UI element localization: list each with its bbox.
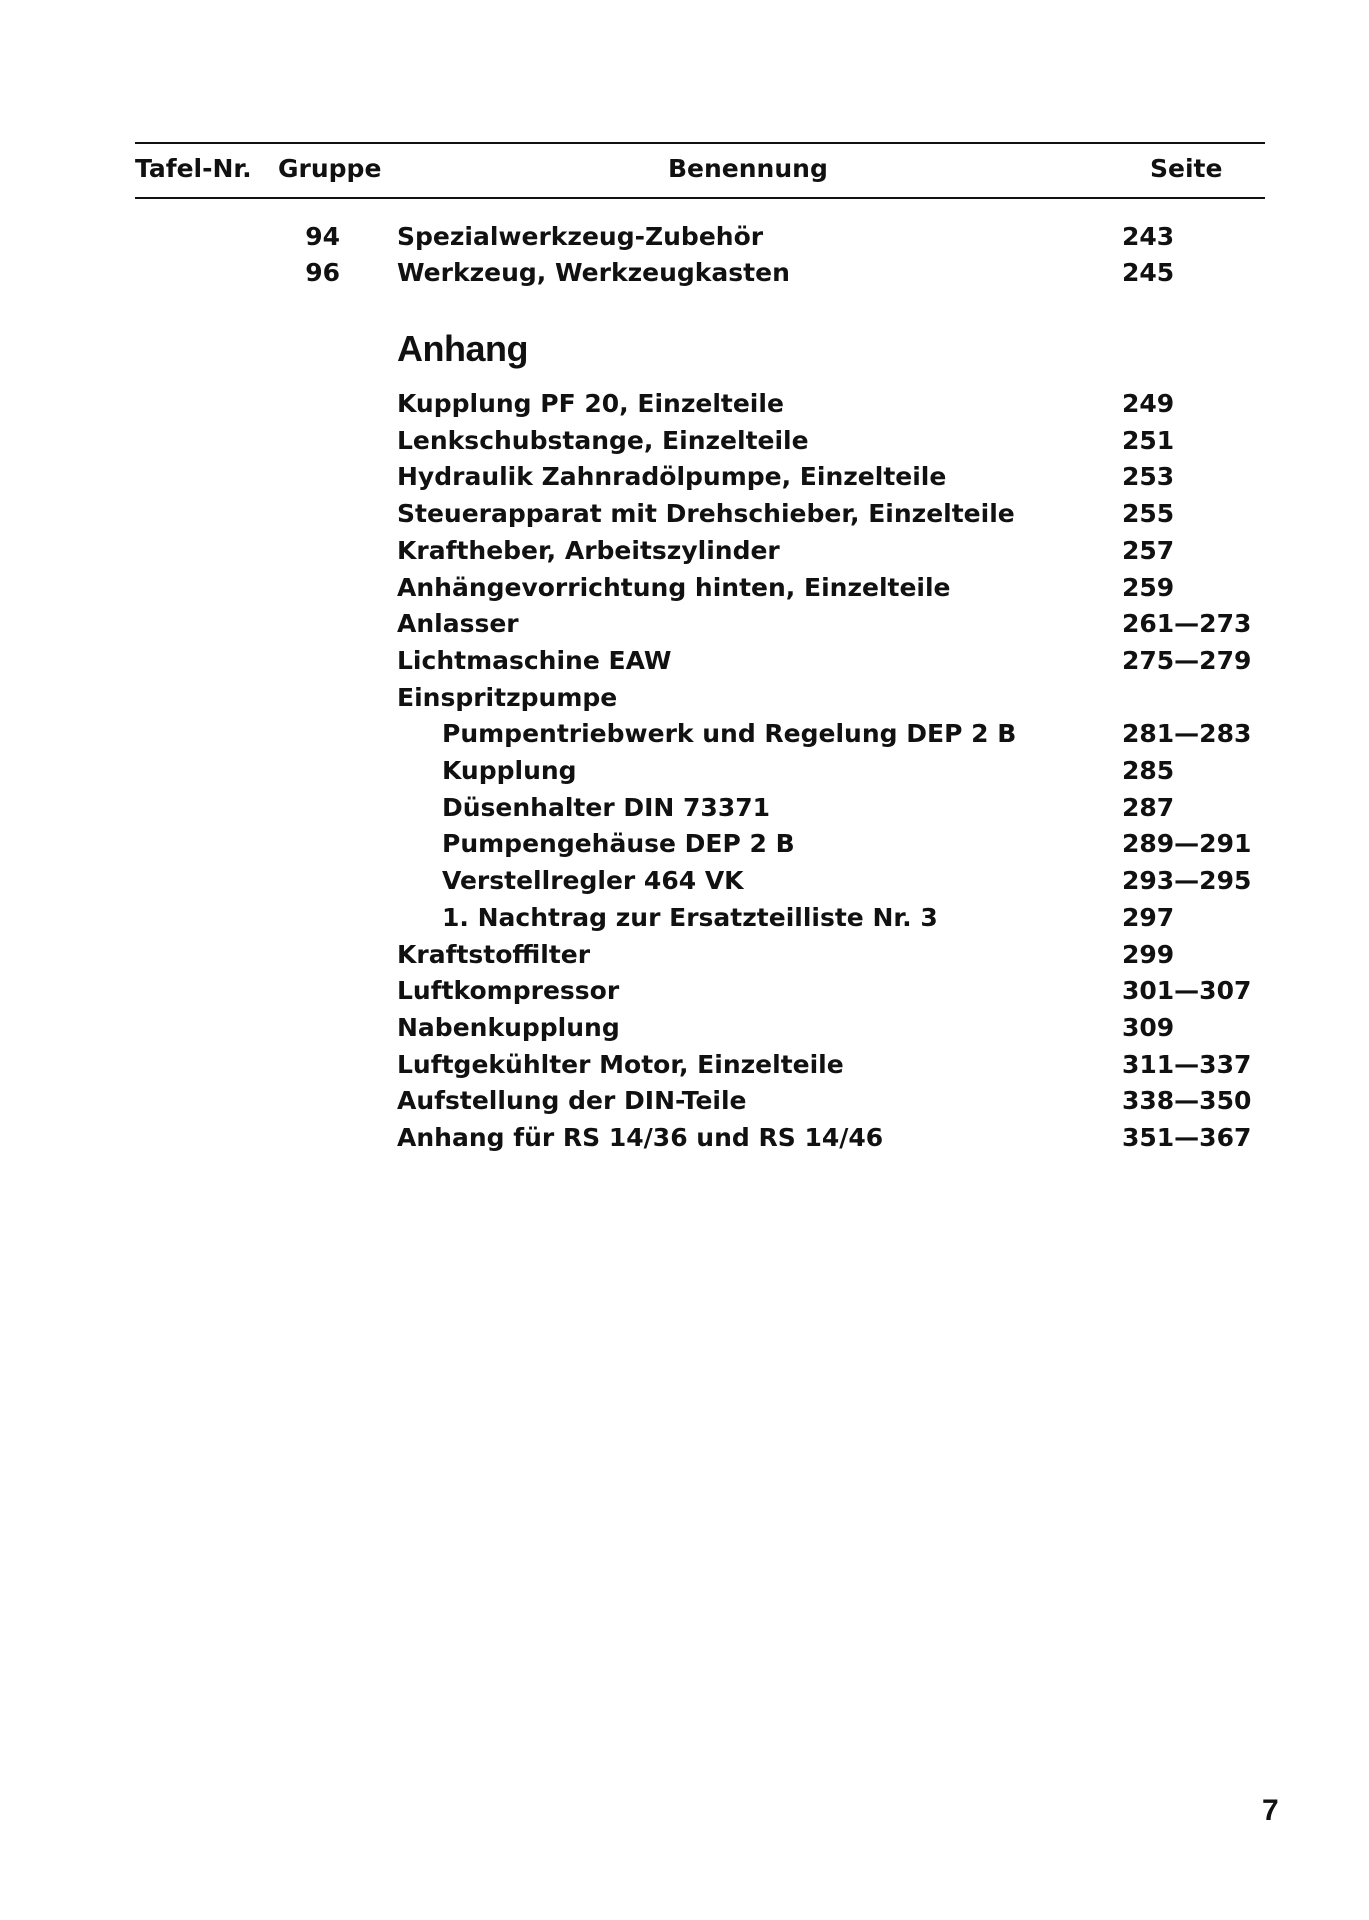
benennung-cell: Kupplung PF 20, Einzelteile — [397, 389, 784, 418]
benennung-cell: 1. Nachtrag zur Ersatzteilliste Nr. 3 — [442, 902, 938, 932]
benennung-cell: Steuerapparat mit Drehschieber, Einzelteile — [397, 499, 1015, 529]
header-bottom-rule — [135, 197, 1265, 199]
benennung-cell: Kraftstoffilter — [397, 939, 591, 969]
benennung-cell: Kraftheber, Arbeitszylinder — [397, 535, 780, 565]
benennung-cell: Lenkschubstange, Einzelteile — [397, 425, 809, 455]
seite-cell: 293—295 — [1122, 866, 1252, 896]
table-row — [0, 756, 1369, 792]
table-row — [0, 1013, 1369, 1049]
seite-cell: 275—279 — [1122, 645, 1252, 675]
table-row — [0, 426, 1369, 462]
table-row — [0, 389, 1369, 425]
benennung-cell: Einspritzpumpe — [397, 682, 618, 712]
table-row — [0, 1050, 1369, 1086]
column-header-seite: Seite — [1150, 154, 1223, 183]
seite-cell: 261—273 — [1122, 609, 1252, 639]
table-row — [0, 536, 1369, 572]
benennung-cell: Luftkompressor — [397, 976, 620, 1006]
section-heading-anhang: Anhang — [397, 328, 528, 369]
benennung-cell: Düsenhalter DIN 73371 — [442, 792, 771, 822]
seite-cell: 245 — [1122, 258, 1175, 287]
seite-cell: 289—291 — [1122, 829, 1252, 859]
seite-cell: 351—367 — [1122, 1123, 1252, 1152]
table-row — [0, 1123, 1369, 1159]
seite-cell: 253 — [1122, 462, 1175, 492]
benennung-cell: Kupplung — [442, 756, 577, 785]
benennung-cell: Nabenkupplung — [397, 1012, 620, 1042]
benennung-cell: Lichtmaschine EAW — [397, 645, 672, 675]
seite-cell: 338—350 — [1122, 1086, 1252, 1116]
benennung-cell: Werkzeug, Werkzeugkasten — [397, 258, 790, 287]
table-row — [0, 976, 1369, 1012]
column-header-gruppe: Gruppe — [278, 154, 382, 183]
benennung-cell: Spezialwerkzeug-Zubehör — [397, 222, 764, 251]
table-row — [0, 222, 1369, 258]
seite-cell: 255 — [1122, 499, 1175, 529]
seite-cell: 299 — [1122, 939, 1175, 969]
seite-cell: 287 — [1122, 792, 1175, 822]
gruppe-cell: 96 — [305, 258, 340, 287]
seite-cell: 257 — [1122, 535, 1175, 565]
seite-cell: 259 — [1122, 572, 1175, 602]
table-row — [0, 646, 1369, 682]
table-row — [0, 683, 1369, 719]
table-row — [0, 940, 1369, 976]
benennung-cell: Verstellregler 464 VK — [442, 866, 744, 896]
header-top-rule — [135, 142, 1265, 144]
table-row — [0, 793, 1369, 829]
seite-cell: 251 — [1122, 425, 1175, 455]
seite-cell: 311—337 — [1122, 1049, 1252, 1079]
seite-cell: 243 — [1122, 222, 1175, 251]
table-row — [0, 1086, 1369, 1122]
table-row — [0, 499, 1369, 535]
benennung-cell: Pumpentriebwerk und Regelung DEP 2 B — [442, 719, 1017, 749]
table-row — [0, 609, 1369, 645]
benennung-cell: Luftgekühlter Motor, Einzelteile — [397, 1049, 844, 1079]
table-row — [0, 258, 1369, 294]
table-row — [0, 903, 1369, 939]
benennung-cell: Hydraulik Zahnradölpumpe, Einzelteile — [397, 462, 947, 492]
benennung-cell: Aufstellung der DIN-Teile — [397, 1086, 747, 1116]
table-row — [0, 829, 1369, 865]
seite-cell: 297 — [1122, 902, 1175, 932]
seite-cell: 309 — [1122, 1012, 1175, 1042]
seite-cell: 249 — [1122, 389, 1175, 418]
table-row — [0, 866, 1369, 902]
benennung-cell: Anlasser — [397, 609, 519, 639]
table-row — [0, 573, 1369, 609]
table-row — [0, 462, 1369, 498]
seite-cell: 281—283 — [1122, 719, 1252, 749]
benennung-cell: Pumpengehäuse DEP 2 B — [442, 829, 795, 859]
table-row — [0, 719, 1369, 755]
column-header-tafel-nr: Tafel-Nr. — [135, 154, 252, 183]
seite-cell: 285 — [1122, 756, 1175, 785]
seite-cell: 301—307 — [1122, 976, 1252, 1006]
page-number: 7 — [1262, 1794, 1279, 1827]
benennung-cell: Anhängevorrichtung hinten, Einzelteile — [397, 572, 951, 602]
benennung-cell: Anhang für RS 14/36 und RS 14/46 — [397, 1123, 884, 1152]
column-header-benennung: Benennung — [668, 154, 828, 183]
gruppe-cell: 94 — [305, 222, 340, 251]
